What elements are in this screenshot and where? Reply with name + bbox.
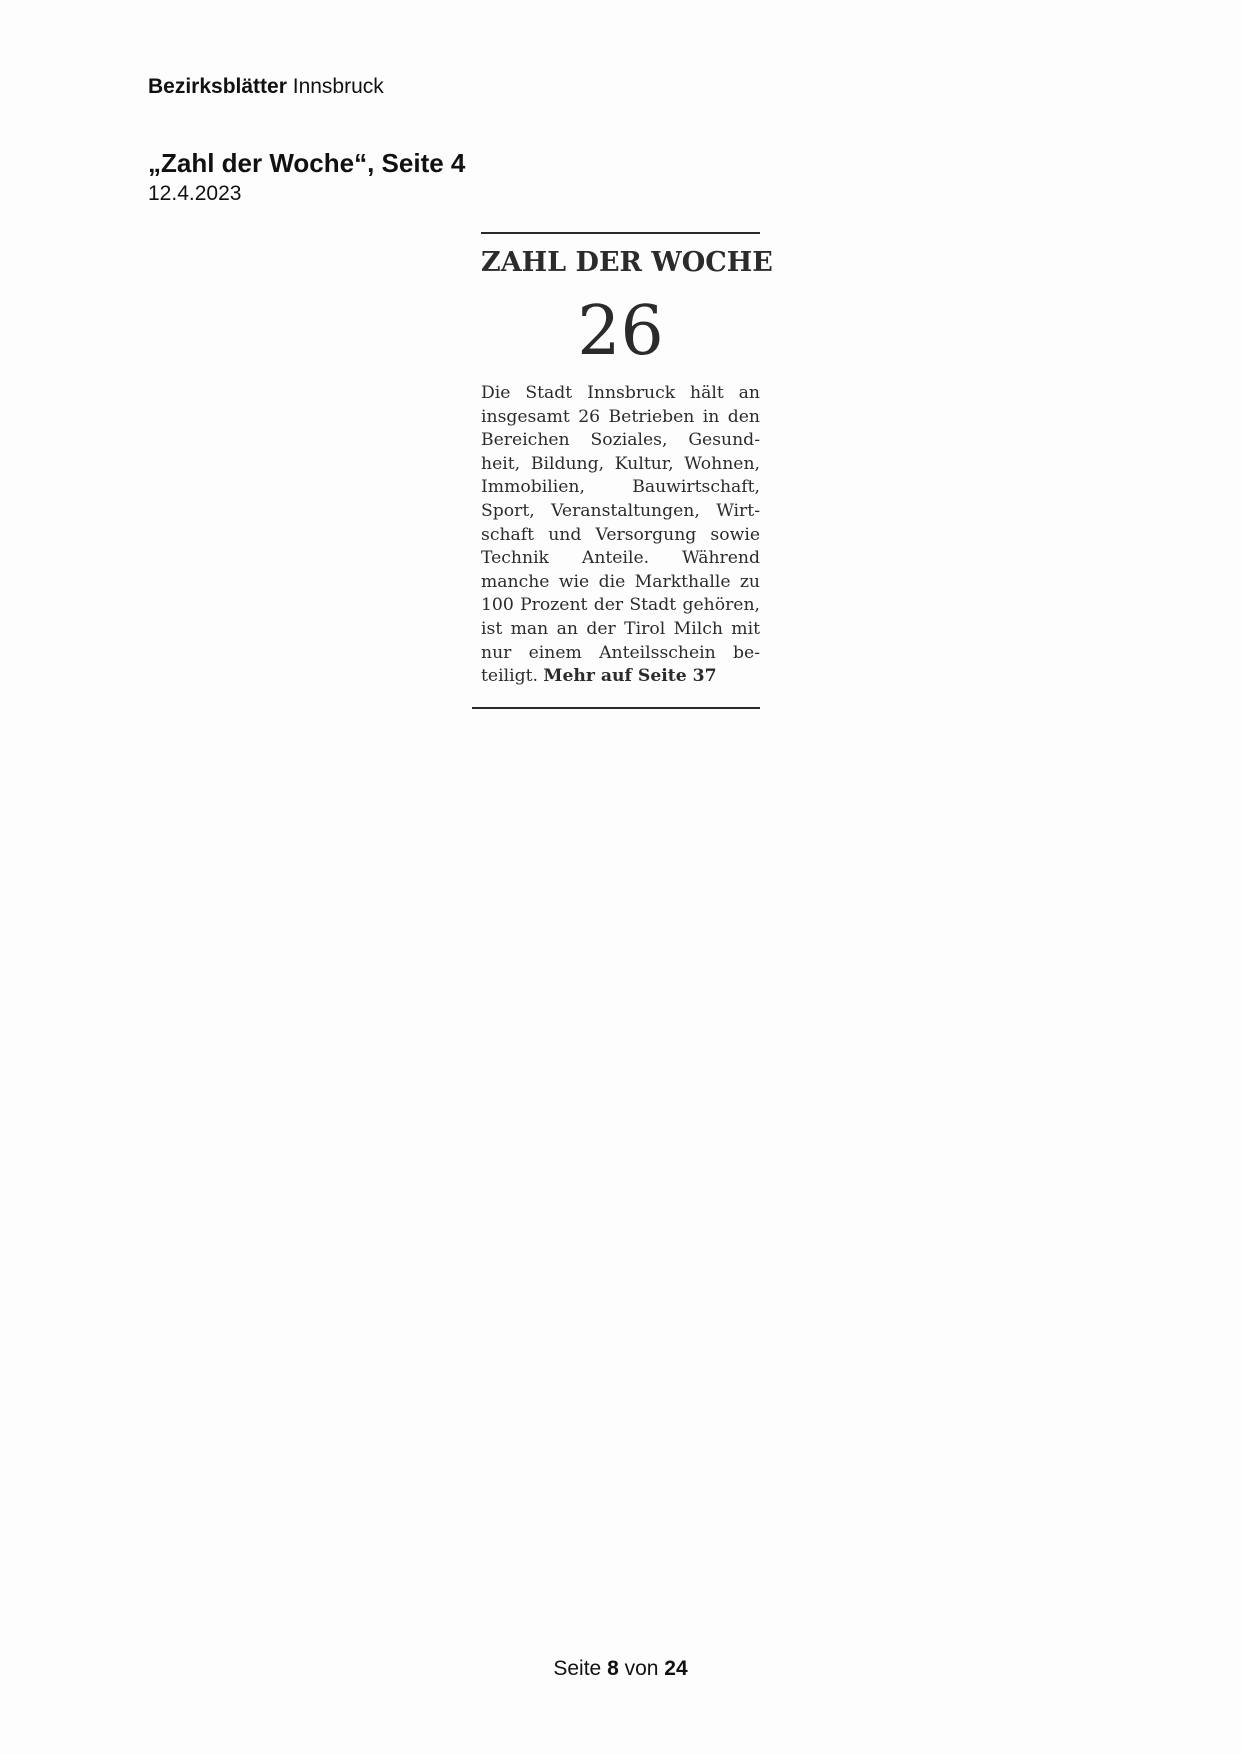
footer-current-page: 8 — [607, 1657, 619, 1680]
clipping-body-text — [481, 382, 760, 689]
article-title: „Zahl der Woche“, Seite 4 — [148, 148, 466, 178]
clipping-top-rule — [481, 232, 760, 234]
footer-middle: von — [624, 1657, 659, 1680]
publication-name-bold: Bezirksblätter — [148, 75, 287, 98]
article-date: 12.4.2023 — [148, 182, 242, 205]
publication-region: Innsbruck — [292, 75, 384, 98]
newspaper-clipping — [472, 232, 773, 712]
clipping-more-reference: Mehr auf Seite 37 — [543, 666, 717, 687]
publication-name — [148, 74, 384, 100]
clipping-big-number: 26 — [577, 292, 664, 371]
page-footer — [0, 1656, 1241, 1682]
clipping-heading: ZAHL DER WOCHE — [481, 247, 773, 278]
clipping-body: Die Stadt Innsbruck hält an insgesamt 26 Betrieben in den Bereichen Soziales, Gesundheit, Bildung, Kultur, Wohnen, Immobilien, Bauwirtschaft, Sport, Veranstaltungen, Wirtschaft und Versorgung sowie Technik Anteile. Während manche wie die Markthalle zu 100 Prozent der Stadt gehören, ist man an der Tirol Milch mit nur einem Anteilsschein beteiligt. — [481, 383, 760, 687]
clipping-bottom-rule — [472, 707, 760, 709]
footer-prefix: Seite — [553, 1657, 602, 1680]
footer-total-pages: 24 — [664, 1657, 688, 1680]
